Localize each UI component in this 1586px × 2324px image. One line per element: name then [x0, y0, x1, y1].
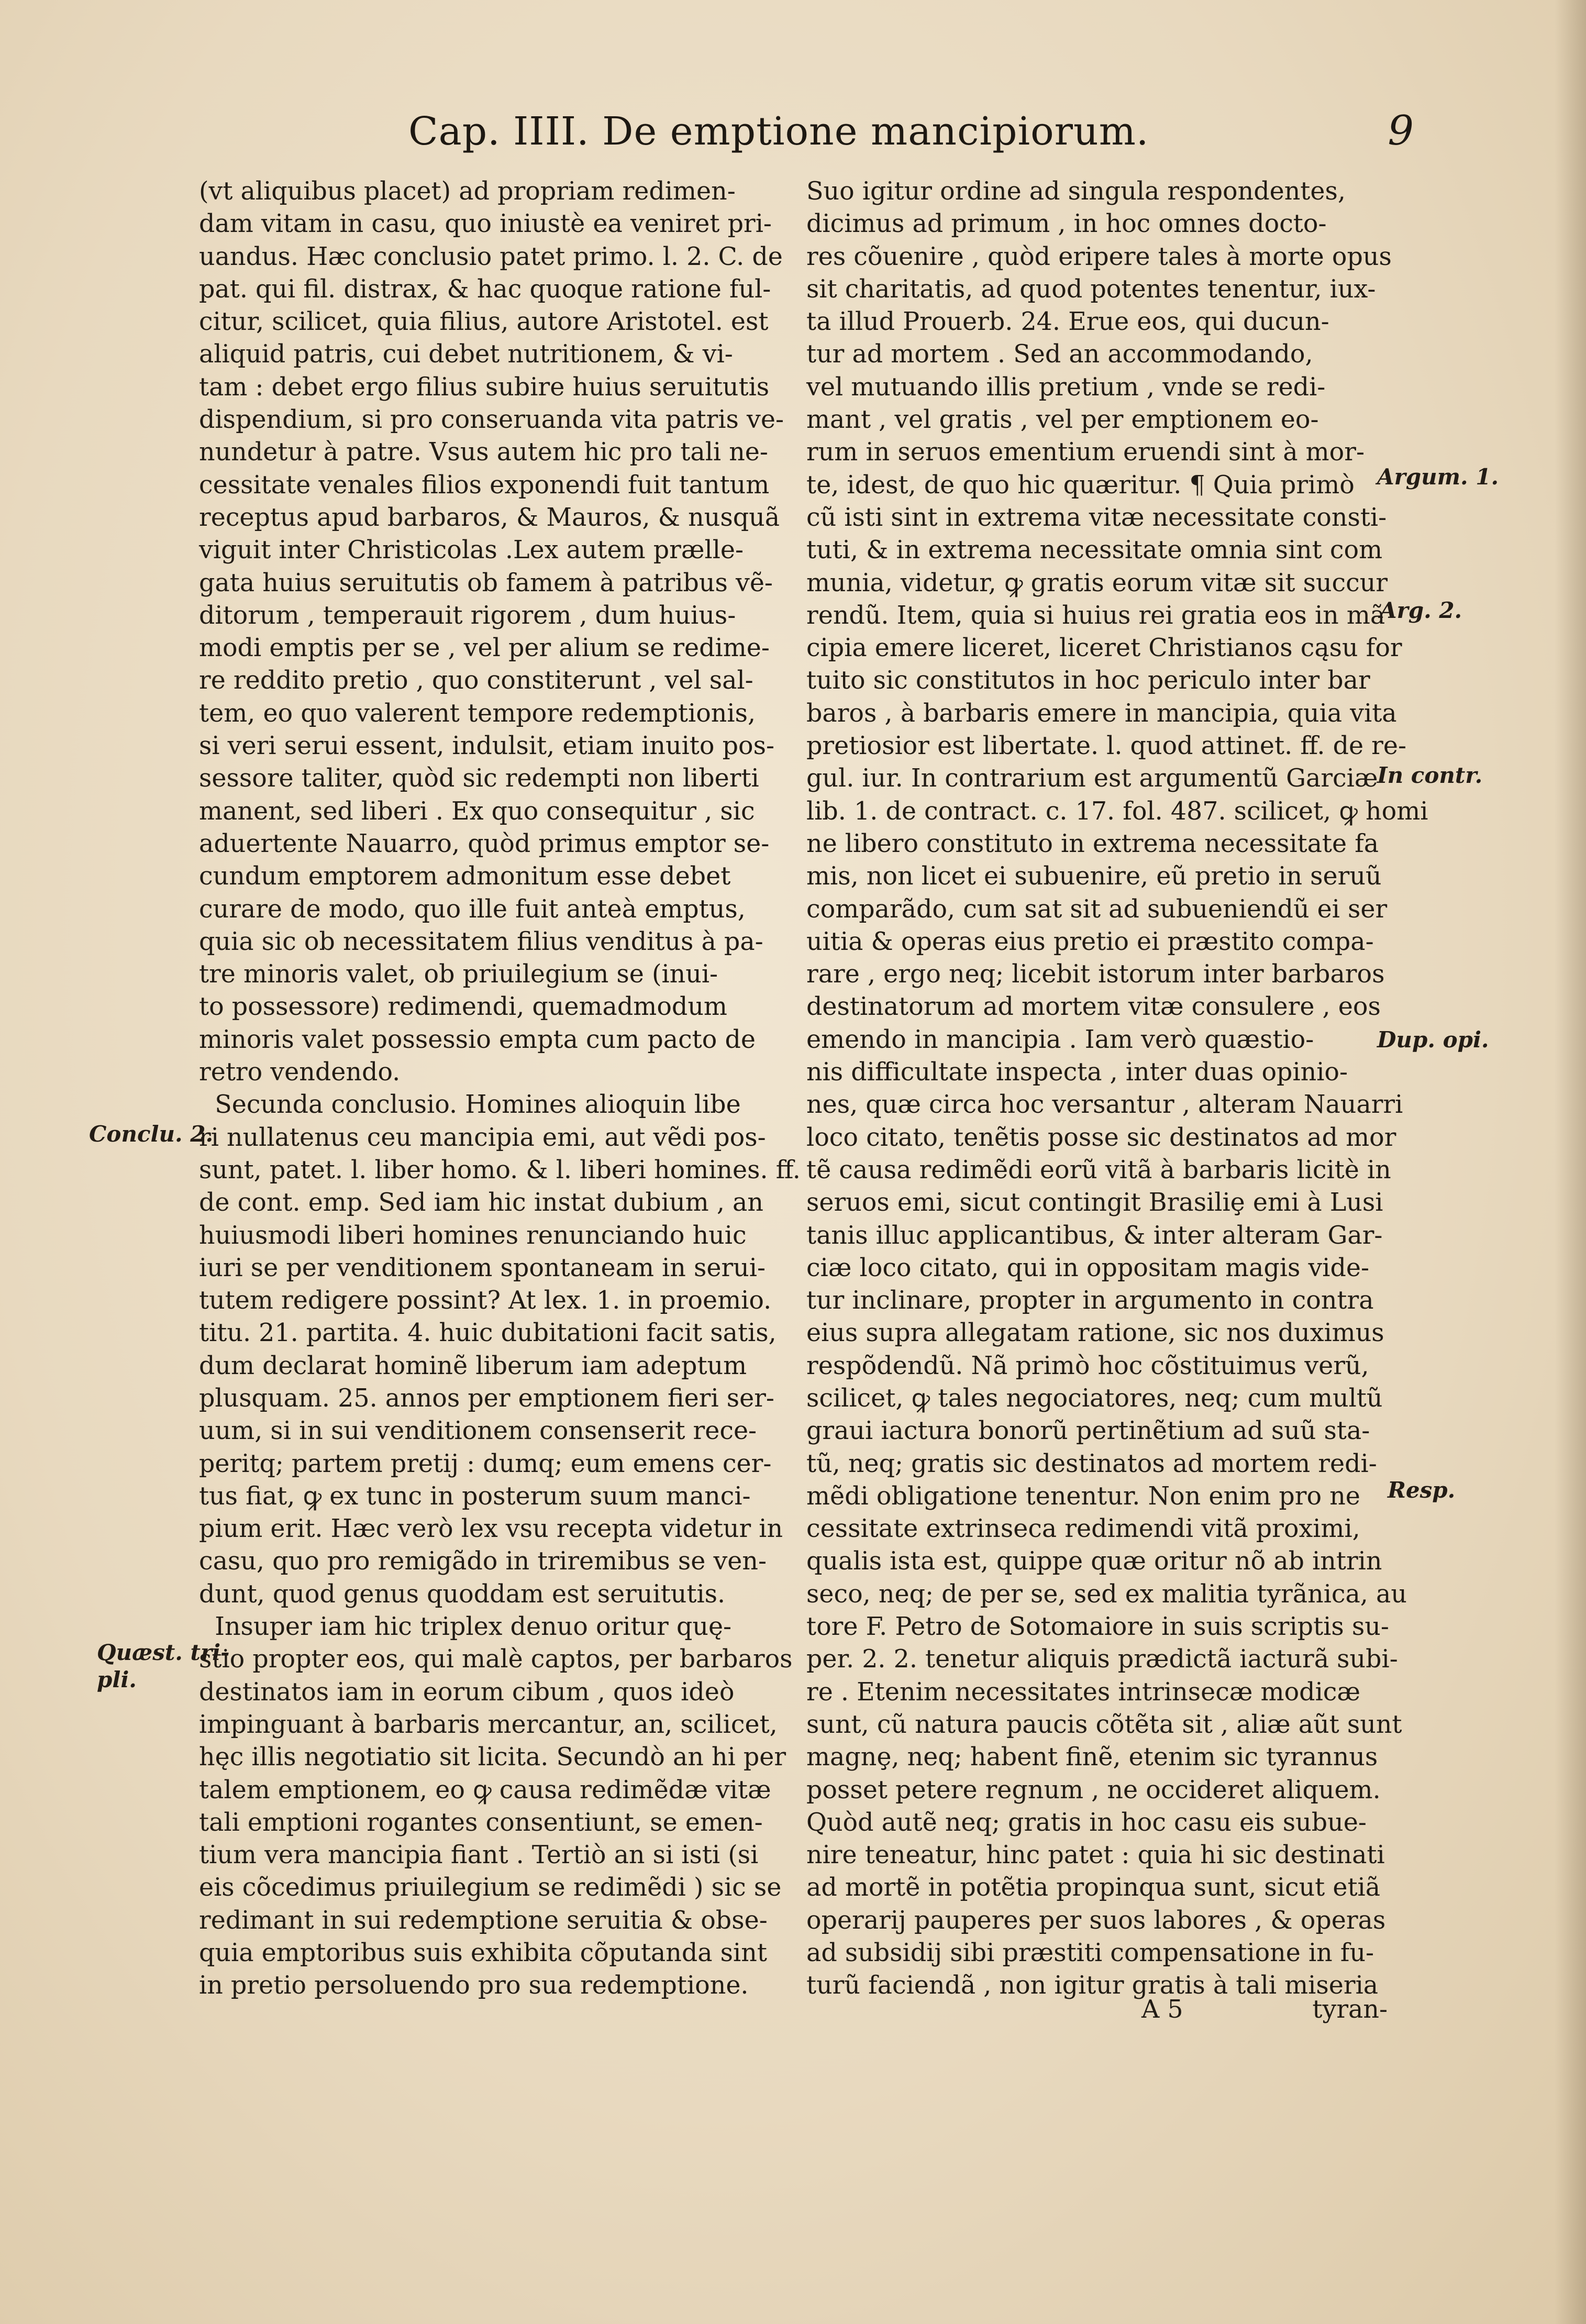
text-line: (vt aliquibus placet) ad propriam redimen-: [199, 177, 736, 206]
text-line: ad subsidij sibi præstiti compensatione in fu-: [806, 1939, 1374, 1968]
text-line: tuti, & in extrema necessitate omnia sint com: [806, 536, 1383, 565]
text-line: te, idest, de quo hic quæritur. ¶ Quia primò: [806, 470, 1355, 500]
text-line: re reddito pretio , quo constiterunt , vel sal-: [199, 666, 753, 695]
marginal-note-argumentum-1: Argum. 1.: [1377, 464, 1499, 490]
text-line: dum declarat hominẽ liberum iam adeptum: [199, 1351, 747, 1380]
text-line: huiusmodi liberi homines renunciando huic: [199, 1221, 747, 1250]
text-line: tur ad mortem . Sed an accommodando,: [806, 340, 1313, 369]
text-line: tur inclinare, propter in argumento in contra: [806, 1286, 1374, 1315]
text-line: tali emptioni rogantes consentiunt, se emen-: [199, 1808, 763, 1837]
text-line: scilicet, ꝙ tales negociatores, neq; cum multũ: [806, 1384, 1383, 1413]
text-line: tanis illuc applicantibus, & inter alteram Gar-: [806, 1221, 1383, 1250]
text-line: citur, scilicet, quia filius, autore Aristotel. est: [199, 307, 769, 337]
text-line: cessitate extrinseca redimendi vitã proximi,: [806, 1514, 1360, 1544]
text-line: aliquid patris, cui debet nutritionem, & vi-: [199, 340, 733, 369]
text-line: ri nullatenus ceu mancipia emi, aut vẽdi pos-: [199, 1123, 766, 1152]
text-line: sit charitatis, ad quod potentes tenentur, iux-: [806, 274, 1376, 304]
text-line: lib. 1. de contract. c. 17. fol. 487. scilicet, ꝙ homi: [806, 796, 1428, 826]
text-line: Insuper iam hic triplex denuo oritur quę-: [199, 1612, 732, 1642]
text-line: tũ, neq; gratis sic destinatos ad mortem redi-: [806, 1449, 1377, 1478]
text-line: eius supra allegatam ratione, sic nos duximus: [806, 1319, 1384, 1348]
marginal-note-duplex-opinio: Dup. opi.: [1377, 1027, 1489, 1053]
text-line: eis cõcedimus priuilegium se redimẽdi ) sic se: [199, 1873, 782, 1902]
text-line: tuito sic constitutos in hoc periculo inter bar: [806, 666, 1370, 695]
text-line: seco, neq; de per se, sed ex malitia tyrãnica, au: [806, 1579, 1407, 1609]
text-line: impinguant à barbaris mercantur, an, scilicet,: [199, 1710, 778, 1739]
text-line: re . Etenim necessitates intrinsecæ modicæ: [806, 1677, 1361, 1707]
text-line: retro vendendo.: [199, 1058, 401, 1087]
marginal-note-quaestio: Quæst. tri- pli.: [97, 1640, 230, 1692]
text-line: redimant in sui redemptione seruitia & obse-: [199, 1906, 768, 1935]
text-line: munia, videtur, ꝙ gratis eorum vitæ sit succur: [806, 568, 1388, 597]
text-line: cundum emptorem admonitum esse debet: [199, 862, 731, 891]
text-line: destinatos iam in eorum cibum , quos ideò: [199, 1677, 735, 1707]
text-line: uandus. Hæc conclusio patet primo. l. 2. C. de: [199, 242, 783, 271]
text-line: ta illud Prouerb. 24. Erue eos, qui ducun-: [806, 307, 1329, 337]
text-line: ditorum , temperauit rigorem , dum huius-: [199, 601, 736, 630]
text-line: pretiosior est libertate. l. quod attinet. ff. de re-: [806, 732, 1407, 761]
text-line: curare de modo, quo ille fuit anteà emptus,: [199, 894, 746, 924]
text-line: uum, si in sui venditionem consenserit rece-: [199, 1416, 757, 1446]
text-line: ciæ loco citato, qui in oppositam magis vide-: [806, 1253, 1370, 1282]
page-header: [408, 107, 1414, 170]
text-line: destinatorum ad mortem vitæ consulere , eos: [806, 992, 1381, 1022]
text-line: modi emptis per se , vel per alium se redime-: [199, 634, 770, 663]
catchword: tyran-: [1312, 1995, 1388, 2024]
text-line: peritq; partem pretij : dumq; eum emens cer-: [199, 1449, 772, 1478]
text-line: hęc illis negotiatio sit licita. Secundò an hi per: [199, 1743, 786, 1772]
text-line: cũ isti sint in extrema vitæ necessitate consti-: [806, 503, 1387, 532]
text-line: receptus apud barbaros, & Mauros, & nusquã: [199, 503, 780, 532]
text-line: seruos emi, sicut contingit Brasiliȩ emi à Lusi: [806, 1188, 1383, 1218]
text-line: plusquam. 25. annos per emptionem fieri ser-: [199, 1384, 774, 1413]
text-line: rare , ergo neq; licebit istorum inter barbaros: [806, 960, 1385, 989]
text-line: Suo igitur ordine ad singula respondentes,: [806, 177, 1346, 206]
page-number: 9: [1388, 107, 1414, 154]
text-line: tam : debet ergo filius subire huius seruitutis: [199, 372, 770, 402]
text-line: rum in seruos ementium eruendi sint à mor-: [806, 438, 1365, 467]
text-line: graui iactura bonorũ pertinẽtium ad suũ sta-: [806, 1416, 1370, 1446]
text-line: nis difficultate inspecta , inter duas opinio-: [806, 1058, 1348, 1087]
text-line: cipia emere liceret, liceret Christianos cąsu for: [806, 634, 1402, 663]
text-line: si veri serui essent, indulsit, etiam inuito pos-: [199, 732, 774, 761]
text-line: gul. iur. In contrarium est argumentũ Garciæ: [806, 764, 1378, 793]
text-line: Secunda conclusio. Homines alioquin libe: [199, 1090, 741, 1120]
text-line: respõdendũ. Nã primò hoc cõstituimus verũ,: [806, 1351, 1369, 1380]
text-line: loco citato, tenẽtis posse sic destinatos ad mor: [806, 1123, 1396, 1152]
text-line: ne libero constituto in extrema necessitate fa: [806, 829, 1379, 858]
text-line: nire teneatur, hinc patet : quia hi sic destinati: [806, 1841, 1385, 1870]
marginal-note-in-contrarium: In contr.: [1377, 762, 1483, 788]
text-line: dicimus ad primum , in hoc omnes docto-: [806, 209, 1327, 239]
text-line: tre minoris valet, ob priuilegium se (inui-: [199, 960, 718, 989]
text-line: de cont. emp. Sed iam hic instat dubium , an: [199, 1188, 763, 1218]
text-line: emendo in mancipia . Iam verò quæstio-: [806, 1025, 1314, 1054]
text-line: quia emptoribus suis exhibita cõputanda sint: [199, 1939, 767, 1968]
text-line: nes, quæ circa hoc versantur , alteram Nauarri: [806, 1090, 1403, 1120]
text-line: uitia & operas eius pretio ei præstito compa-: [806, 927, 1374, 956]
text-line: rendũ. Item, quia si huius rei gratia eos in mã: [806, 601, 1385, 630]
text-line: gata huius seruitutis ob famem à patribus vẽ-: [199, 568, 773, 597]
text-line: cessitate venales filios exponendi fuit tantum: [199, 470, 770, 500]
marginal-note-conclusio: Conclu. 2.: [89, 1121, 214, 1147]
text-line: viguit inter Christicolas .Lex autem prælle-: [199, 536, 744, 565]
text-line: titu. 21. partita. 4. huic dubitationi facit satis,: [199, 1319, 777, 1348]
text-line: tore F. Petro de Sotomaiore in suis scriptis su-: [806, 1612, 1389, 1642]
text-line: res cõuenire , quòd eripere tales à morte opus: [806, 242, 1392, 271]
text-line: sunt, patet. l. liber homo. & l. liberi homines. ff.: [199, 1155, 801, 1185]
text-line: pium erit. Hæc verò lex vsu recepta videtur in: [199, 1514, 783, 1544]
text-line: manent, sed liberi . Ex quo consequitur , sic: [199, 796, 755, 826]
signature-mark: A 5: [1141, 1995, 1183, 2024]
text-line: in pretio persoluendo pro sua redemptione.: [199, 1971, 749, 2000]
running-head: Cap. IIII. De emptione mancipiorum.: [408, 109, 1149, 154]
marginal-note-responsio: Resp.: [1388, 1477, 1456, 1503]
text-line: quia sic ob necessitatem filius venditus à pa-: [199, 927, 763, 956]
text-line: sessore taliter, quòd sic redempti non liberti: [199, 764, 759, 793]
text-line: aduertente Nauarro, quòd primus emptor se-: [199, 829, 770, 858]
text-line: tutem redigere possint? At lex. 1. in proemio.: [199, 1286, 772, 1315]
text-line: nundetur à patre. Vsus autem hic pro tali ne-: [199, 438, 768, 467]
text-line: tus fiat, ꝙ ex tunc in posterum suum manci-: [199, 1481, 751, 1511]
text-line: casu, quo pro remigãdo in triremibus se ven-: [199, 1547, 767, 1576]
text-line: sunt, cũ natura paucis cõtẽta sit , aliæ aũt sunt: [806, 1710, 1402, 1739]
text-line: turũ faciendã , non igitur gratis à tali miseria: [806, 1971, 1379, 2000]
text-line: baros , à barbaris emere in mancipia, quia vita: [806, 699, 1397, 728]
text-line: mis, non licet ei subuenire, eũ pretio in seruũ: [806, 862, 1382, 891]
text-line: mant , vel gratis , vel per emptionem eo-: [806, 405, 1319, 435]
text-line: stio propter eos, qui malè captos, per barbaros: [199, 1645, 793, 1674]
text-line: per. 2. 2. tenetur aliquis prædictã iacturã subi-: [806, 1645, 1398, 1674]
text-line: operarij pauperes per suos labores , & operas: [806, 1906, 1386, 1935]
marginal-note-argumentum-2: Arg. 2.: [1380, 597, 1462, 623]
text-line: posset petere regnum , ne occideret aliquem.: [806, 1775, 1381, 1805]
text-line: tem, eo quo valerent tempore redemptionis,: [199, 699, 756, 728]
text-line: tium vera mancipia fiant . Tertiò an si isti (si: [199, 1841, 759, 1870]
text-line: iuri se per venditionem spontaneam in serui-: [199, 1253, 766, 1282]
text-line: talem emptionem, eo ꝙ causa redimẽdæ vitæ: [199, 1775, 771, 1805]
text-line: pat. qui fil. distrax, & hac quoque ratione ful-: [199, 274, 771, 304]
text-line: qualis ista est, quippe quæ oritur nõ ab intrin: [806, 1547, 1382, 1576]
text-line: ad mortẽ in potẽtia propinqua sunt, sicut etiã: [806, 1873, 1381, 1902]
text-line: to possessore) redimendi, quemadmodum: [199, 992, 727, 1022]
page-edge-shadow: [1555, 0, 1586, 2324]
text-line: dispendium, si pro conseruanda vita patris ve-: [199, 405, 784, 435]
text-line: mẽdi obligatione tenentur. Non enim pro ne: [806, 1481, 1360, 1511]
text-line: magnȩ, neq; habent finẽ, etenim sic tyrannus: [806, 1743, 1378, 1772]
page-footer: [1141, 1995, 1388, 2024]
text-line: dam vitam in casu, quo iniustè ea veniret pri-: [199, 209, 772, 239]
text-line: tẽ causa redimẽdi eorũ vitã à barbaris licitè in: [806, 1155, 1391, 1185]
text-line: dunt, quod genus quoddam est seruitutis.: [199, 1579, 726, 1609]
text-line: Quòd autẽ neq; gratis in hoc casu eis subue-: [806, 1808, 1367, 1837]
text-line: comparãdo, cum sat sit ad subueniendũ ei ser: [806, 894, 1388, 924]
text-line: minoris valet possessio empta cum pacto de: [199, 1025, 756, 1054]
text-line: vel mutuando illis pretium , vnde se redi-: [806, 372, 1326, 402]
left-column: [199, 175, 801, 2002]
